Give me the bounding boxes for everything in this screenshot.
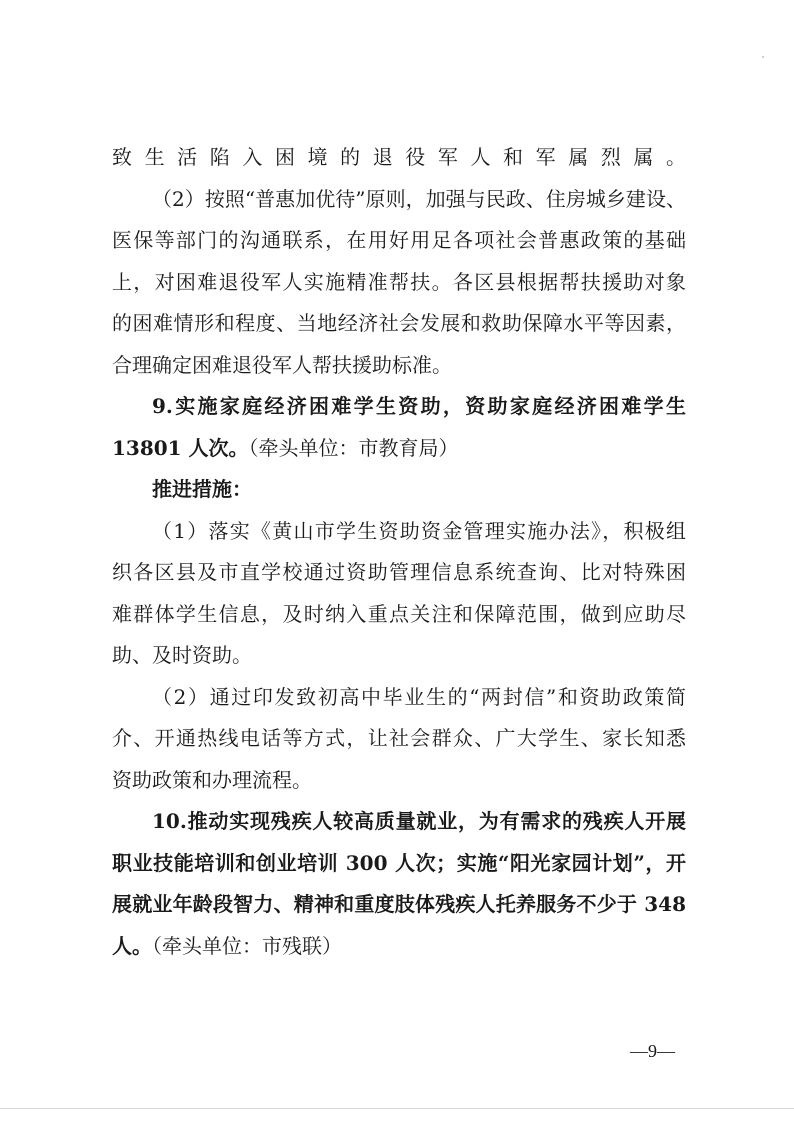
item-heading-10-cont: 展就业年龄段智力、精神和重度肢体残疾人托养服务不少于 348 bbox=[112, 892, 686, 916]
text-line: （2）通过印发致初高中毕业生的“两封信”和资助政策简 bbox=[152, 684, 686, 709]
item-heading-10-cont bbox=[112, 926, 686, 968]
heading-text: 13801 人次。 bbox=[112, 435, 249, 460]
item-heading-10-cont: 职业技能培训和创业培训 300 人次；实施“阳光家园计划”，开 bbox=[112, 850, 686, 875]
text-line: （2）按照“普惠加优待”原则，加强与民政、住房城乡建设、 bbox=[152, 186, 686, 211]
text-line: 难群体学生信息，及时纳入重点关注和保障范围，做到应助尽 bbox=[112, 601, 686, 626]
item-heading-10: 10.推动实现残疾人较高质量就业，为有需求的残疾人开展 bbox=[152, 809, 686, 833]
scan-edge-line bbox=[0, 1108, 794, 1109]
item-heading-9-cont bbox=[112, 428, 686, 470]
text-line: （1）落实《黄山市学生资助资金管理实施办法》，积极组 bbox=[152, 518, 686, 543]
text-line: 助、及时资助。 bbox=[112, 643, 252, 667]
text-line: 医保等部门的沟通联系，在用好用足各项社会普惠政策的基础 bbox=[112, 228, 686, 252]
text-line: 织各区县及市直学校通过资助管理信息系统查询、比对特殊困 bbox=[112, 560, 686, 584]
scan-speck bbox=[762, 56, 764, 58]
text-line: 的困难情形和程度、当地经济社会发展和救助保障水平等因素， bbox=[112, 311, 686, 335]
document-body bbox=[112, 137, 686, 967]
lead-unit-note: （牵头单位：市教育局） bbox=[248, 435, 459, 460]
measures-heading: 推进措施： bbox=[152, 477, 252, 501]
text-line: 上，对困难退役军人实施精准帮扶。各区县根据帮扶援助对象 bbox=[112, 269, 686, 294]
heading-text: 人。 bbox=[112, 933, 152, 958]
text-line: 资助政策和办理流程。 bbox=[112, 767, 312, 792]
text-line: 介、开通热线电话等方式，让社会群众、广大学生、家长知悉 bbox=[112, 726, 686, 750]
lead-unit-note: （牵头单位：市残联） bbox=[152, 933, 342, 958]
text-line: 致生活陷入困境的退役军人和军属烈属。 bbox=[112, 145, 686, 169]
text-line: 合理确定困难退役军人帮扶援助标准。 bbox=[112, 352, 452, 377]
page-number: —9— bbox=[630, 1041, 675, 1061]
item-heading-9: 9.实施家庭经济困难学生资助，资助家庭经济困难学生 bbox=[152, 394, 686, 418]
